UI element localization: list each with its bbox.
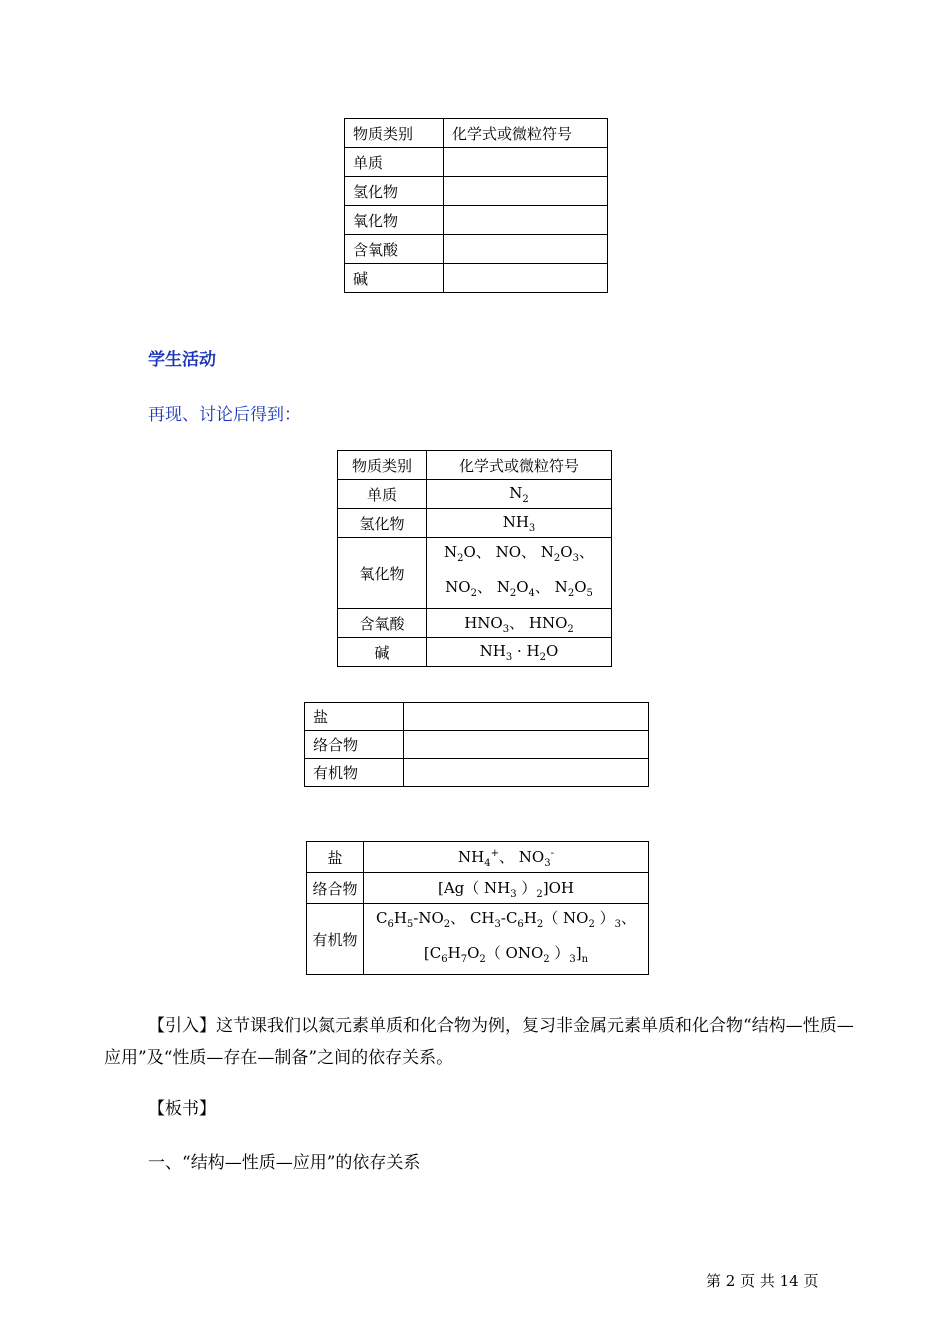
row-label: 盐 bbox=[307, 842, 364, 873]
empty-cell bbox=[444, 235, 608, 264]
formula-cell: $NH_4^+$、 $NO_3^-$ bbox=[364, 842, 649, 873]
intro-paragraph bbox=[104, 1010, 854, 1074]
section-heading: 一、“结构—性质—应用”的依存关系 bbox=[148, 1153, 421, 1173]
row-label: 氢化物 bbox=[345, 177, 444, 206]
row-label: 单质 bbox=[345, 148, 444, 177]
discussion-text: 再现、讨论后得到： bbox=[148, 405, 301, 425]
formula-cell: $N_2$ bbox=[427, 480, 612, 509]
intro-text: 这节课我们以氮元素单质和化合物为例，复习非金属元素单质和化合物“结构—性质—应用”及“性质—存在—制备”之间的依存关系。 bbox=[104, 1016, 854, 1068]
board-label: 【板书】 bbox=[148, 1099, 216, 1119]
header-formula: 化学式或微粒符号 bbox=[444, 119, 608, 148]
formula-cell: $NH_3$ bbox=[427, 509, 612, 538]
salt-table-empty bbox=[304, 702, 649, 787]
row-label: 盐 bbox=[305, 703, 404, 731]
header-category: 物质类别 bbox=[345, 119, 444, 148]
row-label: 碱 bbox=[345, 264, 444, 293]
formula-cell: $C_6H_5-NO_2$、 $CH_3-C_6H_2$（ $NO_2$ ）$_3$、 [$C_6H_7O_2$（ $ONO_2$ ）$_3]_n$ bbox=[364, 904, 649, 975]
header-formula: 化学式或微粒符号 bbox=[427, 451, 612, 480]
formula-cell: $HNO_3$、 $HNO_2$ bbox=[427, 609, 612, 638]
row-label: 氧化物 bbox=[345, 206, 444, 235]
row-label: 含氧酸 bbox=[345, 235, 444, 264]
empty-cell bbox=[404, 703, 649, 731]
row-label: 单质 bbox=[338, 480, 427, 509]
row-label: 含氧酸 bbox=[338, 609, 427, 638]
header-category: 物质类别 bbox=[338, 451, 427, 480]
salt-table-filled bbox=[306, 841, 649, 975]
empty-cell bbox=[444, 177, 608, 206]
category-table-empty bbox=[344, 118, 608, 293]
empty-cell bbox=[444, 264, 608, 293]
formula-cell: $NH_3 \cdot H_2O$ bbox=[427, 638, 612, 667]
row-label: 氢化物 bbox=[338, 509, 427, 538]
row-label: 有机物 bbox=[305, 759, 404, 787]
formula-cell: [Ag（ $NH_3$ ）$_2]OH$ bbox=[364, 873, 649, 904]
empty-cell bbox=[404, 731, 649, 759]
row-label: 络合物 bbox=[307, 873, 364, 904]
row-label: 络合物 bbox=[305, 731, 404, 759]
page-footer: 第 2 页 共 14 页 bbox=[706, 1272, 819, 1290]
section-title: 学生活动 bbox=[148, 350, 216, 370]
row-label: 有机物 bbox=[307, 904, 364, 975]
row-label: 碱 bbox=[338, 638, 427, 667]
intro-tag: 【引入】 bbox=[148, 1016, 216, 1036]
category-table-filled bbox=[337, 450, 612, 667]
empty-cell bbox=[444, 148, 608, 177]
empty-cell bbox=[404, 759, 649, 787]
formula-cell: $N_2O$、 NO、 $N_2O_3$、 $NO_2$、 $N_2O_4$、 $N_2O_5$ bbox=[427, 538, 612, 609]
empty-cell bbox=[444, 206, 608, 235]
row-label: 氧化物 bbox=[338, 538, 427, 609]
